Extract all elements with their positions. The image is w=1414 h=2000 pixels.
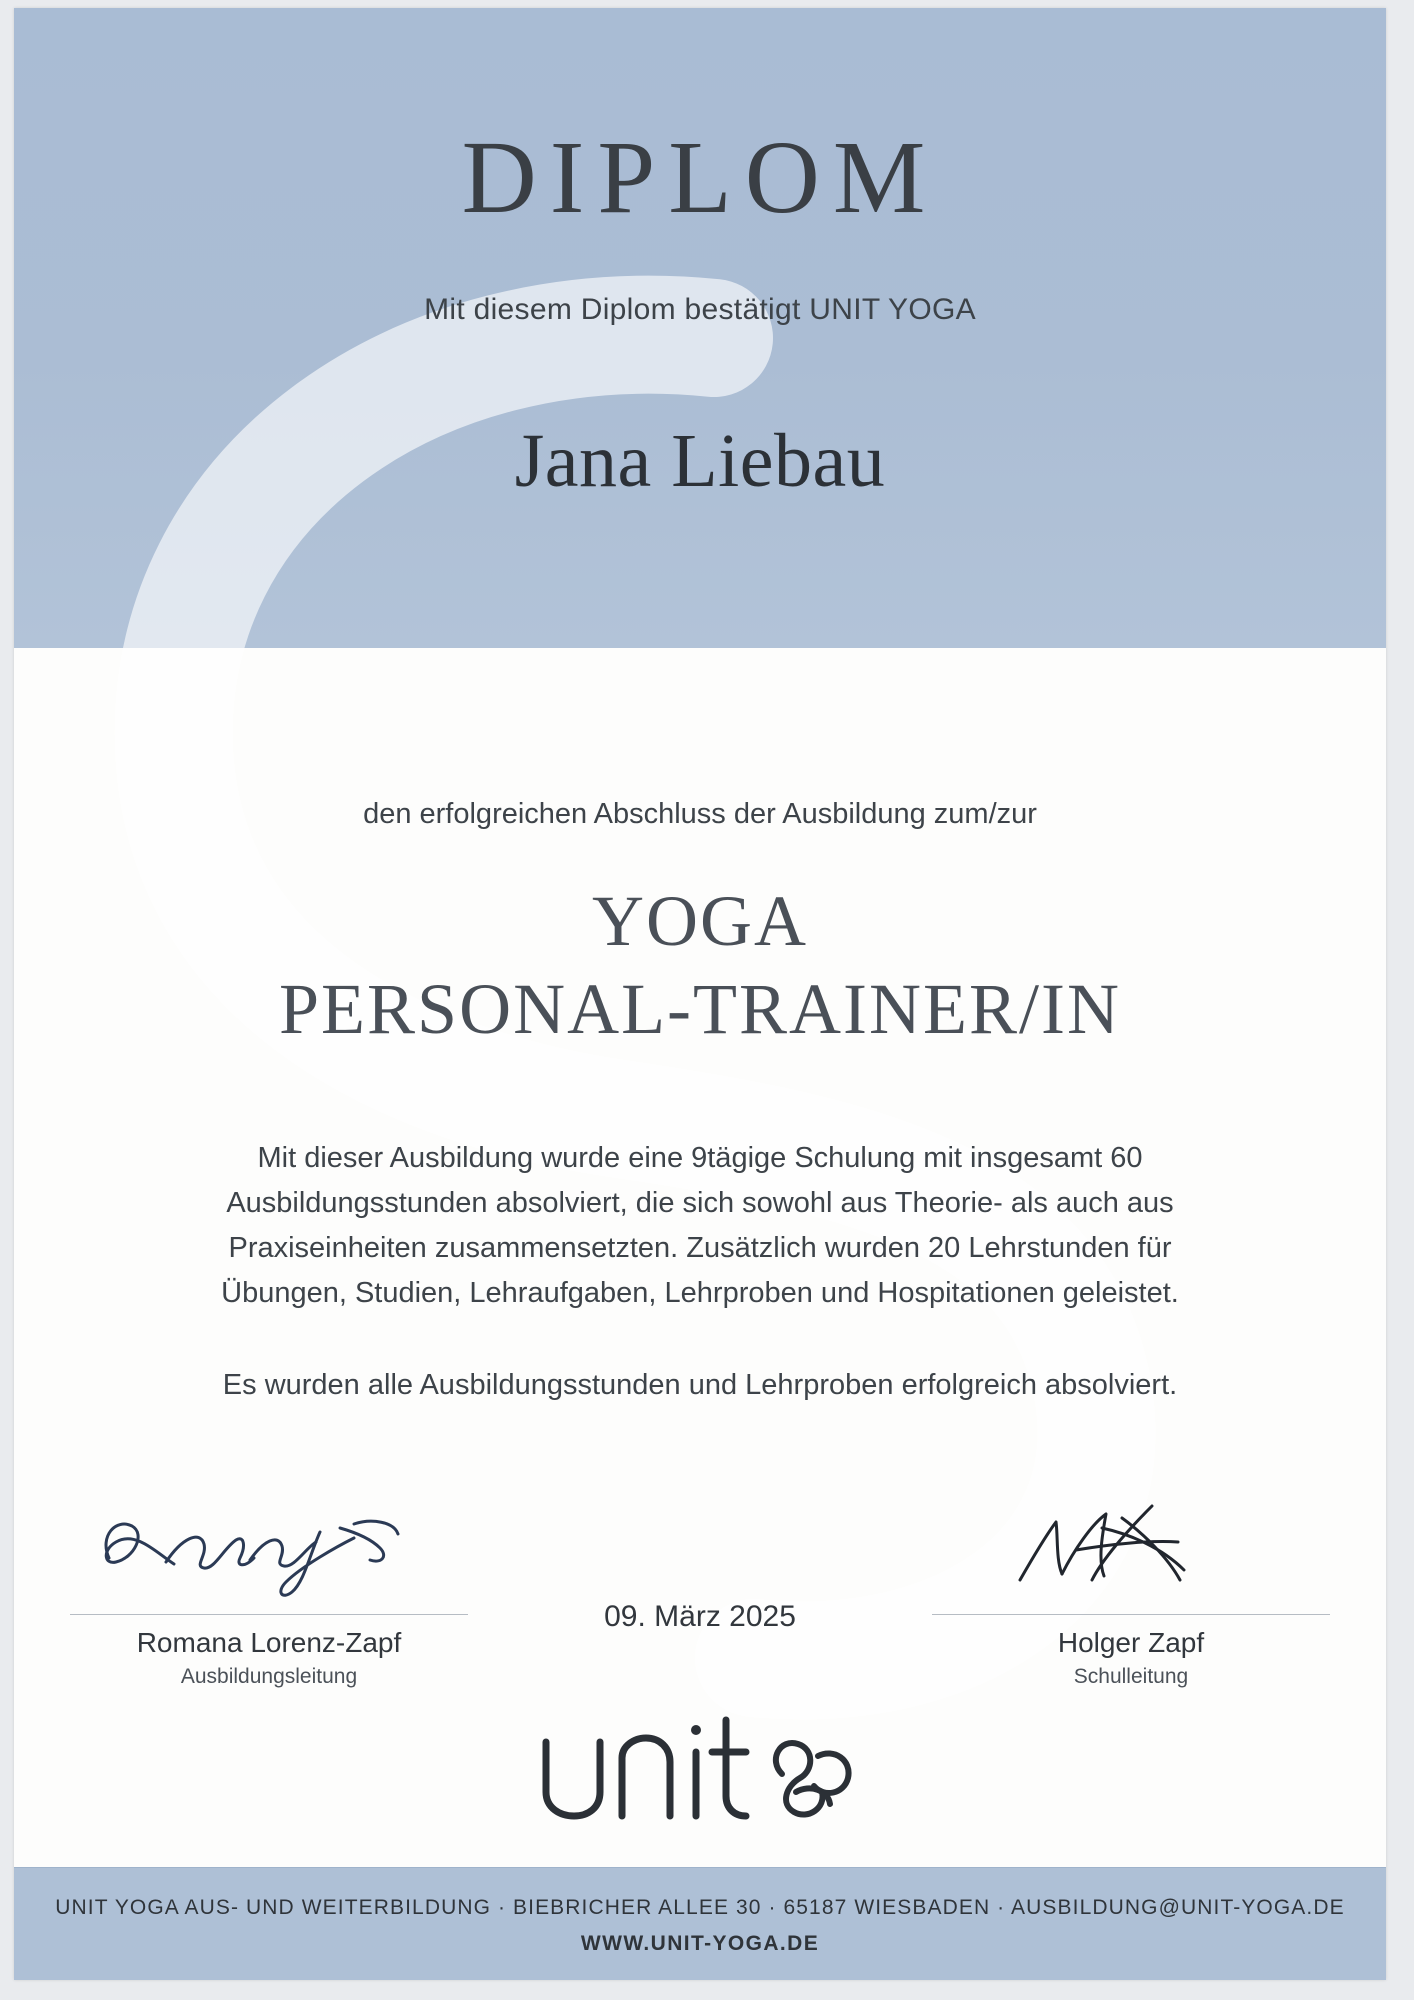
footer-band <box>14 1867 1386 1980</box>
training-details-paragraph: Mit dieser Ausbildung wurde eine 9tägige Schulung mit insgesamt 60 Ausbildungsstunden absolviert, die sich sowohl aus Theorie- als auch aus Praxiseinheiten zusammensetzten. Zusätzlich wurden 20 Lehrstunden für Übungen, Studien, Lehraufgaben, Lehrproben und Hospitationen geleistet. <box>221 1142 1179 1309</box>
footer-address: UNIT YOGA AUS- UND WEITERBILDUNG · BIEBRICHER ALLEE 30 · 65187 WIESBADEN · AUSBILDUNG@UNIT-YOGA.DE <box>55 1896 1345 1919</box>
signer-name: Holger Zapf <box>1057 1627 1205 1658</box>
handwritten-signature-icon <box>916 1488 1346 1608</box>
completion-lead-text: den erfolgreichen Abschluss der Ausbildung zum/zur <box>363 798 1037 830</box>
qualification-title <box>14 878 1386 1054</box>
qualification-line-2: PERSONAL-TRAINER/IN <box>279 968 1121 1049</box>
header-band <box>14 8 1386 648</box>
confirmation-paragraph: Es wurden alle Ausbildungsstunden und Lehrproben erfolgreich absolviert. <box>222 1369 1178 1401</box>
qualification-line-1: YOGA <box>592 881 808 961</box>
signer-name: Romana Lorenz-Zapf <box>136 1627 402 1658</box>
signer-role: Schulleitung <box>1073 1665 1189 1688</box>
unit-yoga-logo <box>530 1708 870 1838</box>
page-title: DIPLOM <box>461 120 939 235</box>
certificate-sheet <box>14 8 1386 1980</box>
issue-date: 09. März 2025 <box>604 1600 796 1633</box>
footer-website: WWW.UNIT-YOGA.DE <box>580 1932 820 1955</box>
handwritten-signature-icon <box>54 1488 484 1608</box>
signature-block-left <box>54 1488 484 1689</box>
issuer-statement: Mit diesem Diplom bestätigt UNIT YOGA <box>424 293 976 326</box>
signer-role: Ausbildungsleitung <box>180 1665 358 1688</box>
recipient-name: Jana Liebau <box>514 419 886 503</box>
signature-block-right <box>916 1488 1346 1689</box>
